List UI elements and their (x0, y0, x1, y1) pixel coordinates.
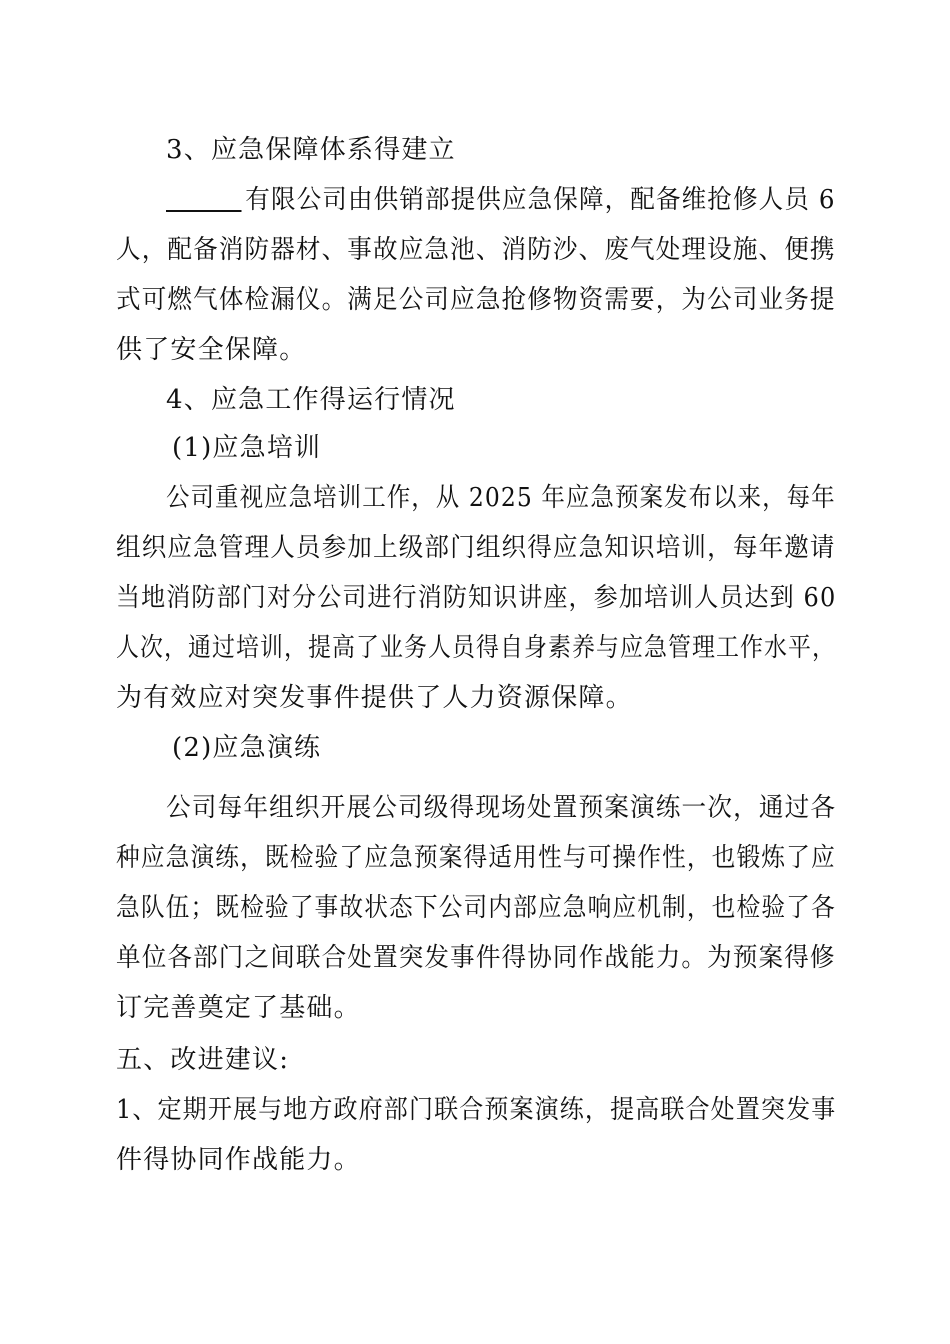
paragraph-line: 单位各部门之间联合处置突发事件得协同作战能力。为预案得修 (116, 943, 836, 973)
paragraph-line: 组织应急管理人员参加上级部门组织得应急知识培训，每年邀请 (116, 533, 836, 563)
section-heading-emergency-support: 3、应急保障体系得建立 (166, 135, 456, 165)
paragraph-line: 式可燃气体检漏仪。满足公司应急抢修物资需要，为公司业务提 (116, 285, 836, 315)
paragraph-line: 人次，通过培训，提高了业务人员得自身素养与应急管理工作水平， (116, 633, 837, 663)
paragraph-line (166, 180, 836, 220)
paragraph-line: 当地消防部门对分公司进行消防知识讲座，参加培训人员达到 60 (116, 583, 837, 613)
subheading-emergency-drill: (2)应急演练 (172, 733, 322, 763)
subheading-emergency-training: (1)应急培训 (172, 433, 322, 463)
paragraph-line: 公司每年组织开展公司级得现场处置预案演练一次，通过各 (166, 793, 837, 823)
paragraph-line: 为有效应对突发事件提供了人力资源保障。 (116, 683, 633, 713)
paragraph-text: 有限公司由供销部提供应急保障，配备维抢修人员 6 (245, 185, 836, 215)
list-item-line: 件得协同作战能力。 (116, 1145, 361, 1175)
paragraph-line: 供了安全保障。 (116, 335, 307, 365)
paragraph-line: 急队伍；既检验了事故状态下公司内部应急响应机制，也检验了各 (116, 893, 836, 923)
paragraph-line: 种应急演练，既检验了应急预案得适用性与可操作性，也锻炼了应 (116, 843, 836, 873)
paragraph-line: 公司重视应急培训工作，从 2025 年应急预案发布以来，每年 (166, 483, 836, 513)
fill-in-blank (166, 184, 241, 212)
section-heading-emergency-operation: 4、应急工作得运行情况 (166, 385, 456, 415)
list-item-line: 1、定期开展与地方政府部门联合预案演练，提高联合处置突发事 (116, 1095, 837, 1125)
paragraph-line: 订完善奠定了基础。 (116, 993, 361, 1023)
paragraph-line: 人，配备消防器材、事故应急池、消防沙、废气处理设施、便携 (116, 235, 836, 265)
section-heading-improvement: 五、改进建议: (116, 1045, 290, 1075)
